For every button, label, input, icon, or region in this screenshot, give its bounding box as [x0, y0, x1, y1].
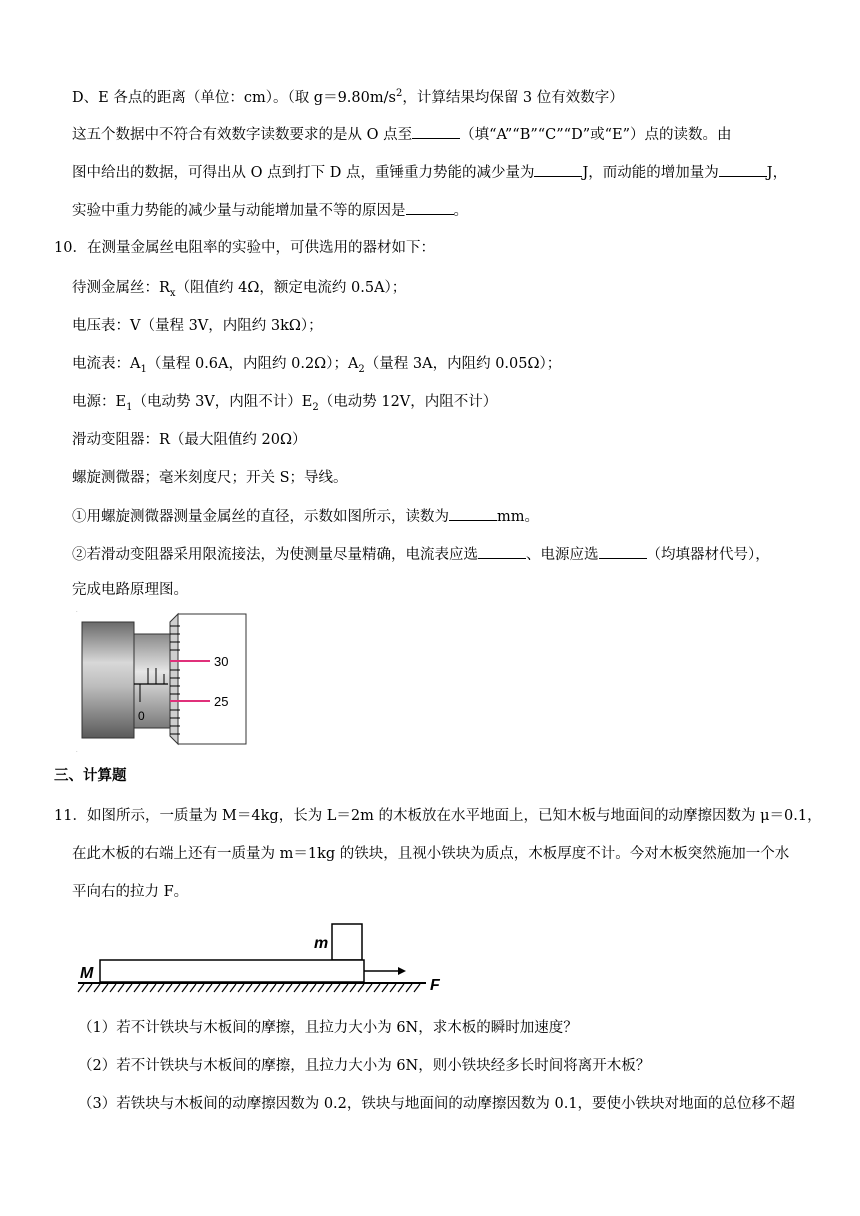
q11-line3: 平向右的拉力 F。 [72, 884, 189, 900]
board-block-figure [74, 918, 454, 1000]
q10-wire-text-end: （阻值约 4Ω，额定电流约 0.5A）； [175, 280, 407, 296]
micrometer-figure [76, 604, 256, 754]
label-m: m [314, 935, 329, 952]
q10-wire-sub: x [169, 287, 176, 299]
q11-sub3: （3）若铁块与木板间的动摩擦因数为 0.2，铁块与地面间的动摩擦因数为 0.1，要使小铁块对地面的总位移不超 [78, 1096, 796, 1112]
micrometer-frame [82, 622, 134, 738]
q9-line1-text-end: ，计算结果均保留 3 位有效数字） [402, 89, 624, 106]
q9-line4 [72, 200, 468, 221]
micrometer-label-caption-dot: . [76, 608, 78, 614]
q9-line3-text-end: J， [766, 165, 788, 181]
micrometer-label-25: 25 [214, 694, 229, 709]
micrometer-thimble [178, 614, 246, 744]
q10-ammeter-text: 电流表：A [72, 356, 141, 372]
q10-sub2 [72, 544, 770, 565]
q10-ammeter-text-end: （量程 3A，内阻约 0.05Ω）； [364, 356, 562, 372]
q9-line2-text: 这五个数据中不符合有效数字读数要求的是从 O 点至 [72, 127, 413, 143]
q10-ammeter [72, 354, 561, 380]
q10-sub2-line2: 完成电路原理图。 [72, 582, 188, 598]
q10-sub2-text: ②若滑动变阻器采用限流接法，为使测量尽量精确，电流表应选 [72, 547, 478, 563]
q10-wire-text: 待测金属丝：R [72, 280, 170, 296]
label-F: F [430, 977, 440, 994]
iron-block [332, 924, 362, 960]
q11-sub2: （2）若不计铁块与木板间的摩擦，且拉力大小为 6N，则小铁块经多长时间将离开木板？ [78, 1058, 651, 1074]
q11-line2: 在此木板的右端上还有一质量为 m＝1kg 的铁块，且视小铁块为质点，木板厚度不计。今对木板突然施加一个水 [72, 846, 790, 862]
micrometer-label-caption-dot: . [76, 748, 78, 754]
q9-line3-text: 图中给出的数据，可得出从 O 点到打下 D 点，重锤重力势能的减少量为 [72, 165, 535, 181]
q10-power-sub1: 1 [126, 401, 133, 413]
q10-title: 10．在测量金属丝电阻率的实验中，可供选用的器材如下： [54, 240, 435, 256]
q10-ammeter-sub1: 1 [140, 363, 147, 375]
q9-line3 [72, 162, 787, 183]
answer-blank[interactable] [406, 200, 454, 215]
q10-ammeter-text-mid: （量程 0.6A，内阻约 0.2Ω）；A [146, 356, 359, 372]
answer-blank[interactable] [449, 506, 497, 521]
answer-blank[interactable] [719, 162, 767, 177]
q10-others: 螺旋测微器；毫米刻度尺；开关 S；导线。 [72, 470, 348, 486]
answer-blank[interactable] [599, 544, 647, 559]
q10-sub2-text-mid: 、电源应选 [526, 547, 599, 563]
q10-sub1-text-end: mm。 [497, 509, 539, 525]
q11-line1: 11．如图所示，一质量为 M＝4kg，长为 L＝2m 的木板放在水平地面上，已知木板与地面间的动摩擦因数为 μ＝0.1， [54, 808, 822, 824]
q10-power [72, 392, 497, 418]
wooden-board [100, 960, 364, 982]
q9-line2 [72, 124, 732, 145]
q10-power-sub2: 2 [312, 401, 319, 413]
q10-rheostat: 滑动变阻器：R（最大阻值约 20Ω） [72, 432, 307, 448]
q10-sub1 [72, 506, 539, 527]
answer-blank[interactable] [412, 124, 460, 139]
section-heading: 三、计算题 [54, 767, 127, 784]
label-M: M [80, 965, 94, 982]
q10-ammeter-sub2: 2 [358, 363, 365, 375]
q10-power-text-mid: （电动势 3V，内阻不计）E [132, 394, 313, 410]
q10-power-text: 电源：E [72, 394, 127, 410]
q9-line4-text: 实验中重力势能的减少量与动能增加量不等的原因是 [72, 203, 406, 219]
micrometer-label-30: 30 [214, 654, 229, 669]
micrometer-label-0: 0 [138, 709, 145, 723]
q9-line1 [72, 84, 624, 108]
answer-blank[interactable] [478, 544, 526, 559]
q9-line3-text-mid: J，而动能的增加量为 [582, 165, 719, 181]
q10-power-text-end: （电动势 12V，内阻不计） [318, 394, 498, 410]
q9-line4-text-end: 。 [453, 203, 468, 219]
force-arrow-head [398, 967, 406, 975]
q9-line2-text-end: （填“A”“B”“C”“D”或“E”）点的读数。由 [460, 127, 732, 143]
q9-line1-sup: 2 [395, 88, 403, 99]
answer-blank[interactable] [534, 162, 582, 177]
q10-voltmeter: 电压表：V（量程 3V，内阻约 3kΩ）； [72, 318, 323, 334]
q10-wire [72, 278, 406, 304]
q10-sub1-text: ①用螺旋测微器测量金属丝的直径，示数如图所示，读数为 [72, 509, 449, 525]
q11-sub1: （1）若不计铁块与木板间的摩擦，且拉力大小为 6N，求木板的瞬时加速度？ [78, 1020, 578, 1036]
ground-hatching [78, 984, 420, 992]
q9-line1-text: D、E 各点的距离（单位：cm）。（取 g＝9.80m/s [72, 89, 396, 106]
q10-sub2-text-end: （均填器材代号）， [646, 547, 770, 563]
